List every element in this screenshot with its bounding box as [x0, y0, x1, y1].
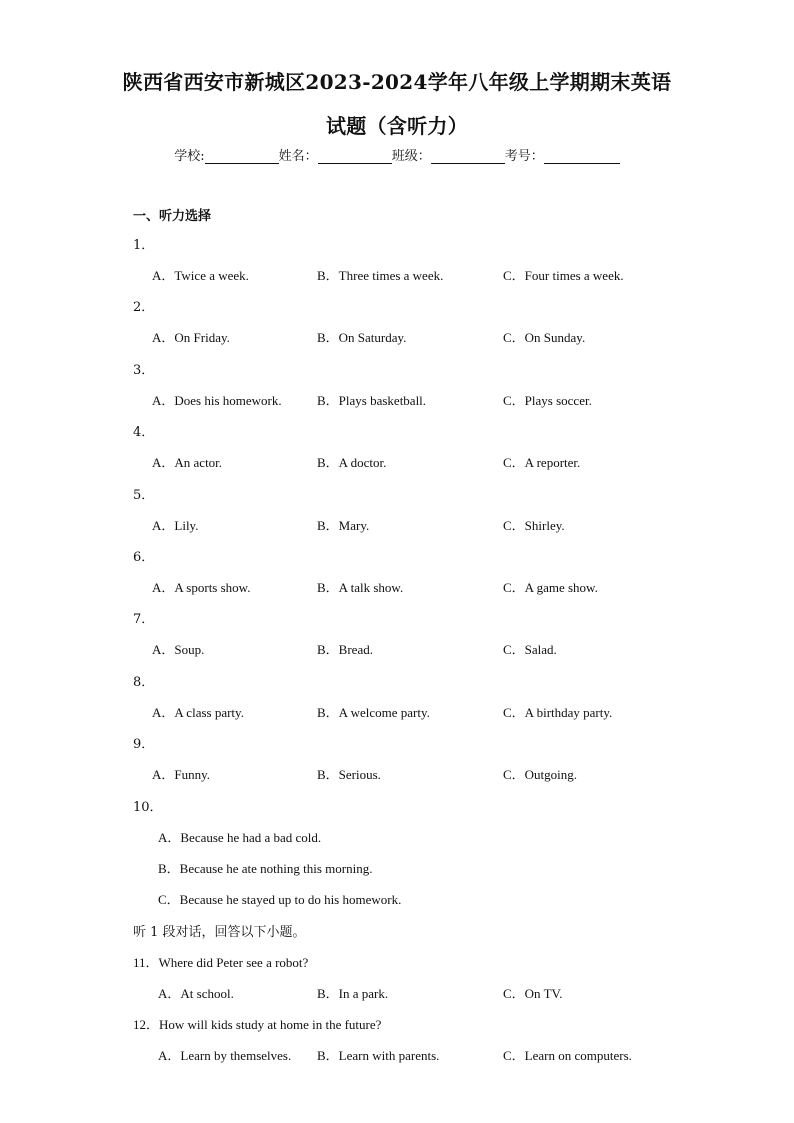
option-c: C．A reporter. [503, 455, 581, 470]
question-number: 6． [133, 550, 155, 565]
question-number: 8． [133, 675, 155, 690]
document-title-line2: 试题（含听力） [325, 114, 469, 138]
exam-number-blank[interactable] [544, 149, 620, 164]
question-number: 4． [133, 425, 155, 440]
option-c: C．Plays soccer. [503, 393, 592, 408]
question-text: 12．How will kids study at home in the future? [133, 1017, 382, 1032]
class-blank[interactable] [431, 149, 505, 164]
question-number: 7． [133, 612, 155, 627]
option-c: C．Four times a week. [503, 268, 624, 283]
option-c: C．On Sunday. [503, 330, 586, 345]
option-a: A．Funny. [152, 767, 211, 782]
option-b: B．A doctor. [317, 455, 387, 470]
option-c: C．Learn on computers. [503, 1048, 632, 1063]
class-label: 班级： [391, 149, 431, 164]
option-b: B．Plays basketball. [317, 393, 427, 408]
option-a: A．A sports show. [152, 580, 251, 595]
question-number: 9． [133, 737, 155, 752]
option-a: A．A class party. [152, 705, 244, 720]
option-a: A．At school. [158, 986, 234, 1001]
question-number: 2． [133, 300, 155, 315]
student-info-row [0, 145, 794, 164]
option-b: B．In a park. [317, 986, 389, 1001]
option-b: B．Serious. [317, 767, 381, 782]
question-number: 1． [133, 238, 155, 253]
option-b: B．Learn with parents. [317, 1048, 440, 1063]
option-a: A．Lily. [152, 518, 199, 533]
option-a: A．Learn by themselves. [158, 1048, 292, 1063]
school-label: 学校: [174, 149, 205, 164]
option-b: B．Mary. [317, 518, 370, 533]
section-title: 一、听力选择 [133, 209, 212, 224]
name-blank[interactable] [318, 149, 392, 164]
option-c: C．Because he stayed up to do his homework. [158, 892, 402, 907]
option-a: A．Does his homework. [152, 393, 282, 408]
option-b: B．A talk show. [317, 580, 404, 595]
option-b: B．Because he ate nothing this morning. [158, 861, 373, 876]
option-b: B．Three times a week. [317, 268, 444, 283]
option-c: C．A game show. [503, 580, 598, 595]
question-number: 10． [133, 800, 163, 815]
option-a: A．Because he had a bad cold. [158, 830, 322, 845]
name-label: 姓名： [278, 149, 318, 164]
option-a: A．On Friday. [152, 330, 230, 345]
question-number: 3． [133, 363, 155, 378]
option-a: A．Twice a week. [152, 268, 249, 283]
option-a: A．An actor. [152, 455, 223, 470]
option-a: A．Soup. [152, 642, 205, 657]
question-number: 5． [133, 488, 155, 503]
option-c: C．A birthday party. [503, 705, 613, 720]
document-title-line1: 陕西省西安市新城区2023-2024学年八年级上学期期末英语 [122, 70, 672, 94]
listening-instruction: 听 1 段对话，回答以下小题。 [133, 925, 306, 940]
option-c: C．On TV. [503, 986, 563, 1001]
option-c: C．Salad. [503, 642, 557, 657]
option-b: B．Bread. [317, 642, 373, 657]
option-c: C．Outgoing. [503, 767, 578, 782]
school-blank[interactable] [205, 149, 279, 164]
question-text: 11．Where did Peter see a robot? [133, 955, 309, 970]
option-c: C．Shirley. [503, 518, 565, 533]
exam-number-label: 考号： [504, 149, 544, 164]
option-b: B．A welcome party. [317, 705, 430, 720]
option-b: B．On Saturday. [317, 330, 407, 345]
